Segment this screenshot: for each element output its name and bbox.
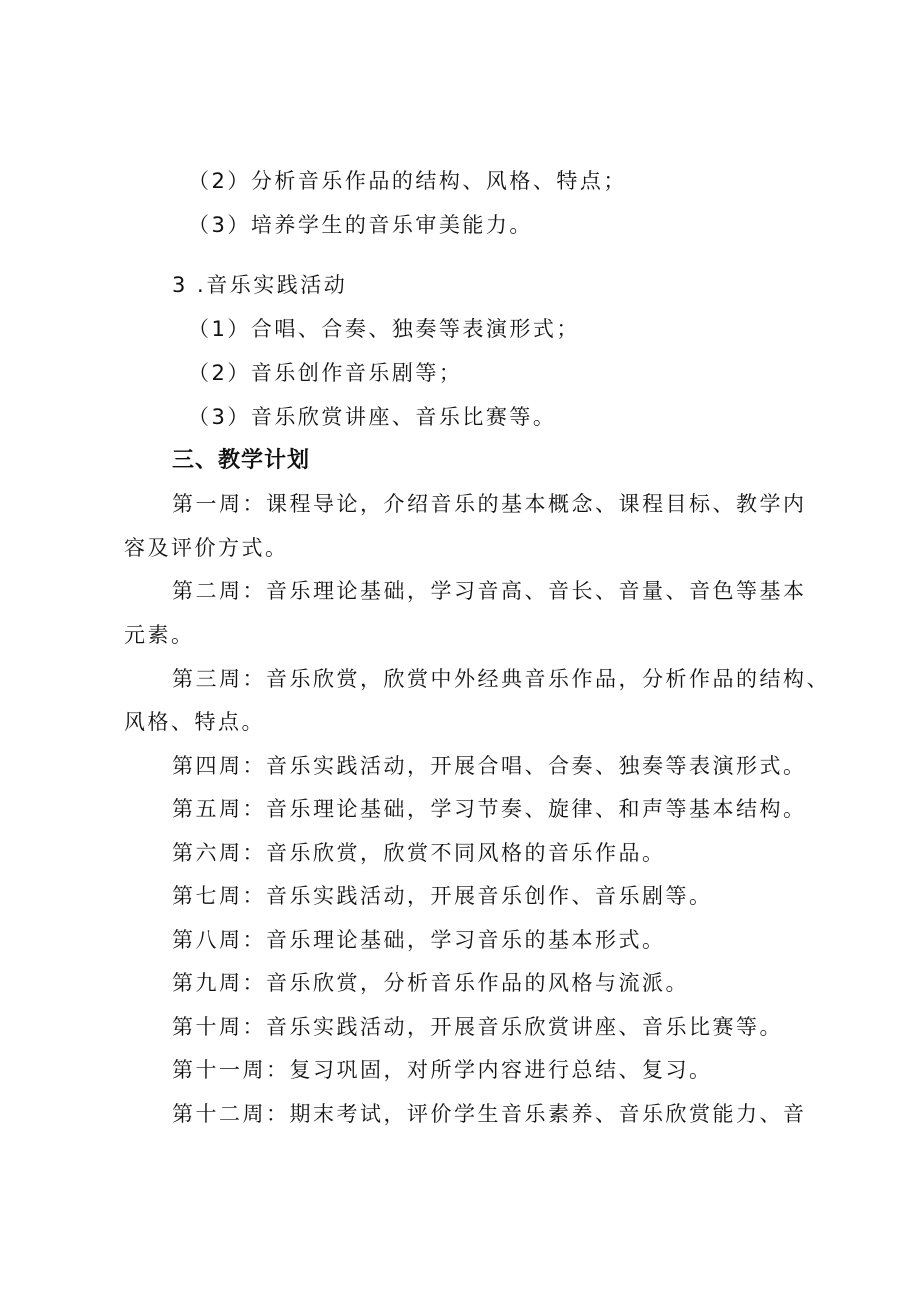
- week-5: 第五周：音乐理论基础，学习节奏、旋律、和声等基本结构。: [172, 797, 807, 821]
- list-item-performance-forms: （1）合唱、合奏、独奏等表演形式；: [188, 317, 580, 341]
- week-3-line-2: 风格、特点。: [124, 710, 265, 734]
- week-6: 第六周：音乐欣赏，欣赏不同风格的音乐作品。: [172, 841, 666, 865]
- week-10: 第十周：音乐实践活动，开展音乐欣赏讲座、音乐比赛等。: [172, 1015, 783, 1039]
- week-7: 第七周：音乐实践活动，开展音乐创作、音乐剧等。: [172, 884, 713, 908]
- week-1-line-2: 容及评价方式。: [124, 536, 289, 560]
- week-9: 第九周：音乐欣赏，分析音乐作品的风格与流派。: [172, 971, 689, 995]
- week-3-line-1: 第三周：音乐欣赏，欣赏中外经典音乐作品，分析作品的结构、: [172, 667, 830, 691]
- week-1-line-1: 第一周：课程导论，介绍音乐的基本概念、课程目标、教学内: [172, 492, 807, 516]
- week-12: 第十二周：期末考试，评价学生音乐素养、音乐欣赏能力、音: [172, 1102, 807, 1126]
- section-heading-teaching-plan: 三、教学计划: [172, 448, 311, 473]
- list-item-aesthetic-ability: （3）培养学生的音乐审美能力。: [188, 213, 533, 237]
- week-2-line-1: 第二周：音乐理论基础，学习音高、音长、音量、音色等基本: [172, 579, 807, 603]
- week-8: 第八周：音乐理论基础，学习音乐的基本形式。: [172, 928, 666, 952]
- list-item-lectures-competitions: （3）音乐欣赏讲座、音乐比赛等。: [188, 405, 557, 429]
- week-4: 第四周：音乐实践活动，开展合唱、合奏、独奏等表演形式。: [172, 754, 807, 778]
- list-item-music-creation: （2）音乐创作音乐剧等；: [188, 361, 463, 385]
- week-2-line-2: 元素。: [124, 623, 195, 647]
- week-11: 第十一周：复习巩固，对所学内容进行总结、复习。: [172, 1058, 713, 1082]
- section-title-music-practice: 3 .音乐实践活动: [172, 273, 348, 297]
- list-item-analyze-works: （2）分析音乐作品的结构、风格、特点；: [188, 169, 627, 193]
